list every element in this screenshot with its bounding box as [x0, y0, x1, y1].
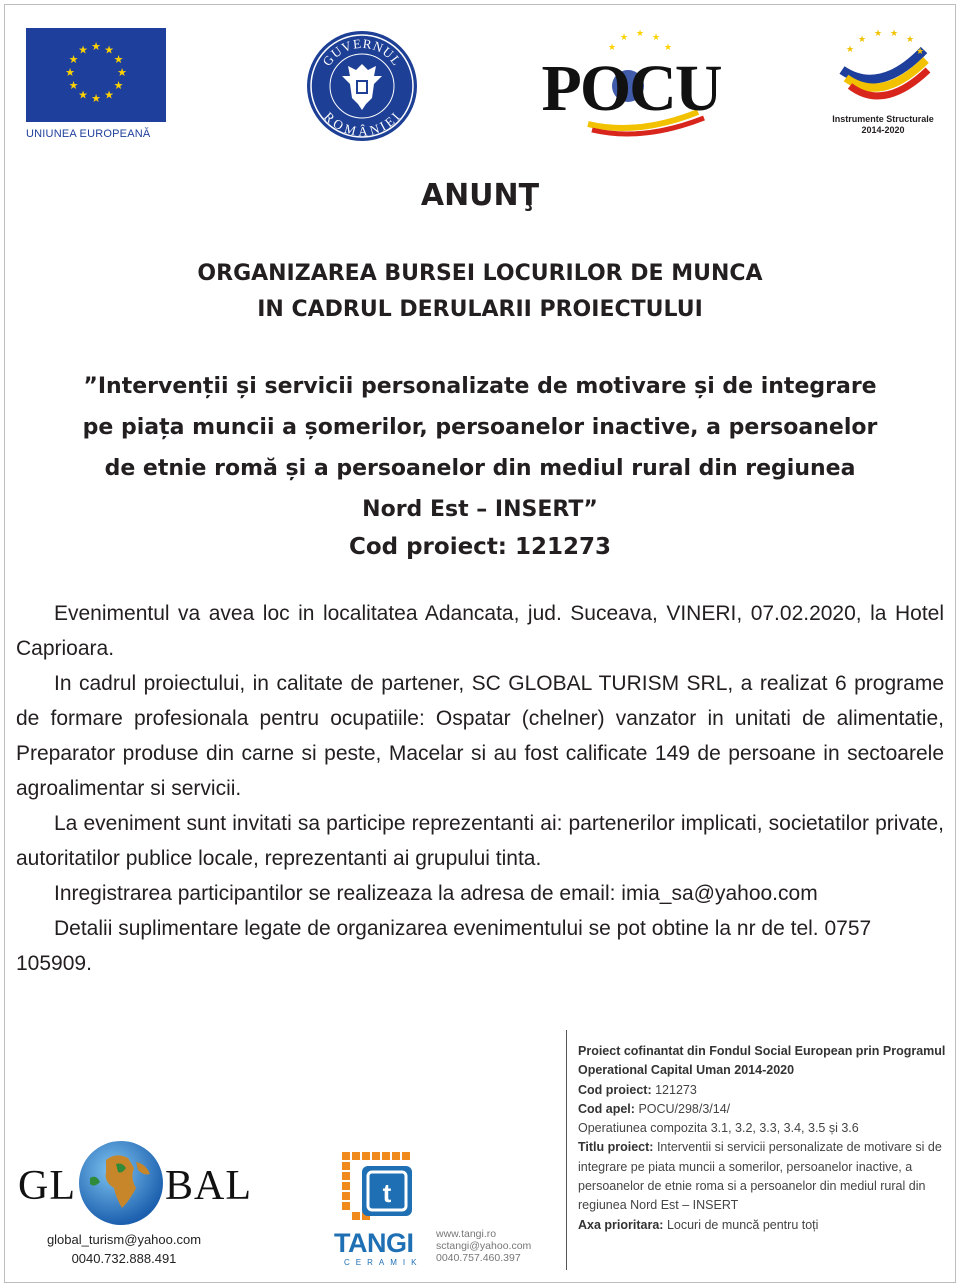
svg-text:t: t	[382, 1178, 392, 1208]
svg-text:★: ★	[117, 66, 127, 79]
tangi-mosaic-icon	[340, 1150, 420, 1230]
instrumente-structurale-logo	[820, 26, 946, 142]
info-priority-axis: Axa prioritara: Locuri de muncă pentru toți	[578, 1217, 819, 1232]
instrumente-structurale-caption	[820, 114, 946, 136]
svg-text:★: ★	[651, 33, 661, 43]
svg-text:★: ★	[857, 35, 867, 45]
project-line-4: Nord Est – INSERT”	[362, 497, 598, 522]
body-paragraph-partner: In cadrul proiectului, in calitate de partener, SC GLOBAL TURISM SRL, a realizat 6 programe de formare profesionala pentru ocupatiile: Ospatar (chelner) vanzator in unitati de alimentatie, Preparator produse din carne si peste, Macelar si au fost calificate 149 de persoane in sectoarele agroalimentar si servicii.	[16, 672, 944, 800]
svg-text:★: ★	[635, 29, 645, 39]
svg-text:★: ★	[845, 45, 855, 55]
svg-text:★: ★	[663, 43, 673, 53]
project-title	[20, 366, 940, 530]
svg-text:★: ★	[68, 53, 79, 66]
government-seal-icon	[306, 30, 418, 142]
svg-text:★: ★	[915, 47, 925, 57]
tangi-subtitle: CERAMIK	[344, 1258, 423, 1267]
global-contact	[14, 1230, 234, 1268]
tangi-web: www.tangi.ro	[436, 1228, 497, 1240]
body-paragraph-registration: Inregistrarea participantilor se realizeaza la adresa de email: imia_sa@yahoo.com	[54, 882, 818, 905]
svg-text:★: ★	[889, 29, 899, 39]
instrumente-structurale-icon	[820, 26, 946, 110]
tangi-ceramik-logo	[334, 1150, 564, 1270]
global-word-right: BAL	[165, 1163, 252, 1209]
svg-text:★: ★	[607, 43, 617, 53]
eu-caption: UNIUNEA EUROPEANĂ	[26, 128, 151, 140]
tangi-contact	[436, 1228, 531, 1264]
pocu-text: POCU	[541, 52, 721, 125]
project-line-3: de etnie romă și a persoanelor din mediul rural din regiunea	[104, 456, 856, 481]
svg-text:★: ★	[873, 29, 883, 39]
is-caption-line1: Instrumente Structurale	[832, 114, 934, 124]
global-turism-logo	[14, 1138, 254, 1268]
svg-text:★: ★	[78, 88, 88, 102]
svg-text:★: ★	[113, 79, 124, 92]
is-caption-line2: 2014-2020	[861, 125, 905, 135]
eu-logo	[26, 28, 166, 144]
announcement-body	[16, 596, 944, 981]
info-call-code: Cod apel: POCU/298/3/14/	[578, 1101, 731, 1116]
svg-text:★: ★	[104, 43, 114, 57]
pocu-logo	[528, 26, 734, 138]
svg-text:★: ★	[104, 88, 114, 102]
global-email: global_turism@yahoo.com	[46, 1232, 202, 1247]
global-phone: 0040.732.888.491	[71, 1251, 177, 1266]
svg-text:★: ★	[91, 92, 101, 105]
info-project-code: Cod proiect: 121273	[578, 1082, 697, 1097]
svg-text:★: ★	[113, 53, 124, 66]
body-paragraph-invited: La eveniment sunt invitati sa participe reprezentanti ai: partenerilor implicati, societatilor private, autoritatilor publice locale, reprezentanti ai grupului tinta.	[16, 812, 944, 870]
org-line-1: ORGANIZAREA BURSEI LOCURILOR DE MUNCA	[197, 261, 763, 286]
svg-text:★: ★	[65, 66, 75, 79]
svg-text:★: ★	[78, 43, 88, 57]
info-cofinanced: Proiect cofinantat din Fondul Social European prin Programul Operational Capital Uman 2014-2020	[578, 1044, 946, 1078]
project-info-box	[566, 1030, 946, 1270]
project-line-2: pe piața muncii a șomerilor, persoanelor inactive, a persoanelor	[82, 415, 878, 440]
tangi-name: TANGI	[334, 1228, 414, 1258]
tangi-phone: 0040.757.460.397	[436, 1252, 521, 1264]
global-word-left: GL	[18, 1163, 76, 1209]
svg-text:★: ★	[619, 33, 629, 43]
body-paragraph-event: Evenimentul va avea loc in localitatea Adancata, jud. Suceava, VINERI, 07.02.2020, la Hotel Caprioara.	[16, 602, 944, 660]
org-line-2: IN CADRUL DERULARII PROIECTULUI	[257, 297, 703, 322]
svg-text:★: ★	[68, 79, 79, 92]
announcement-title: ANUNŢ	[420, 178, 540, 213]
svg-text:★: ★	[905, 35, 915, 45]
tangi-email: sctangi@yahoo.com	[436, 1240, 532, 1252]
info-project-title: Titlu proiect: Interventii si servicii personalizate de motivare si de integrare pe piata muncii a somerilor, persoanelor inactive, a persoanelor de etnie roma si a persoanelor din mediul rural din regiunea Nord Est – INSERT	[578, 1140, 942, 1213]
project-line-1: ”Intervenții și servicii personalizate de motivare și de integrare	[83, 374, 877, 399]
organization-heading	[0, 256, 960, 328]
government-logo	[306, 30, 418, 142]
eu-flag-icon	[26, 28, 166, 122]
pocu-emblem-icon	[528, 26, 734, 138]
gov-text-top: GUVERNUL	[319, 35, 405, 69]
info-operation: Operatiunea compozita 3.1, 3.2, 3.3, 3.4, 3.5 și 3.6	[578, 1121, 859, 1136]
svg-text:★: ★	[91, 40, 101, 53]
globe-icon	[76, 1138, 166, 1228]
gov-text-bottom: ROMÂNIEI	[321, 108, 404, 139]
project-code: Cod proiect: 121273	[348, 534, 612, 560]
body-paragraph-details: Detalii suplimentare legate de organizarea evenimentului se pot obtine la nr de tel. 0757 105909.	[16, 917, 872, 975]
